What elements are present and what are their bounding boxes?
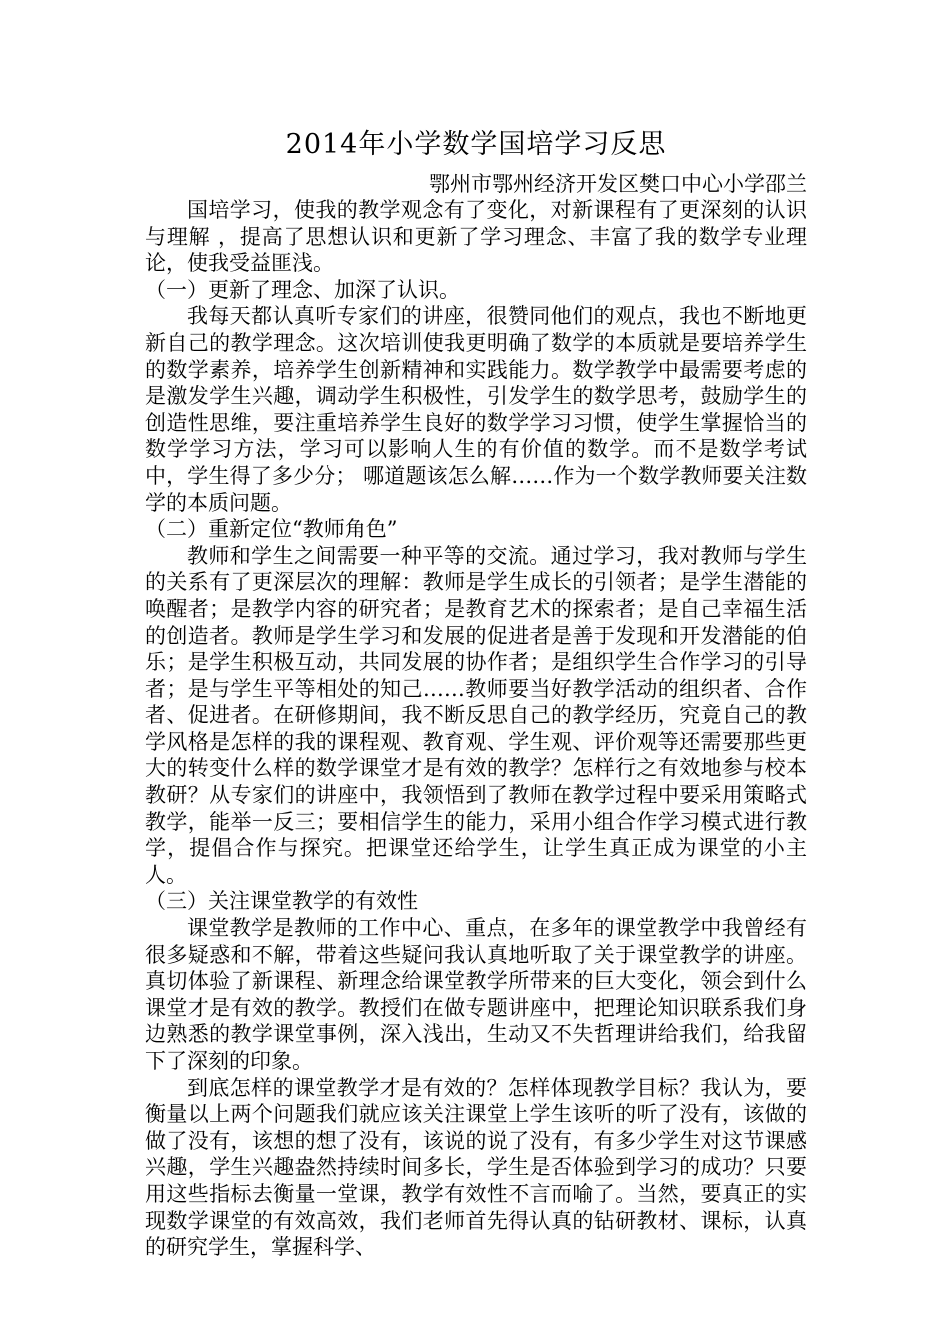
- document-page: [145, 125, 807, 1261]
- section-1-paragraph: 我每天都认真听专家们的讲座，很赞同他们的观点，我也不断地更新自己的教学理念。这次培训使我更明确了数学的本质就是要培养学生的数学素养，培养学生创新精神和实践能力。数学教学中最需要考虑的是激发学生兴趣，调动学生积极性，引发学生的数学思考，鼓励学生的创造性思维，要注重培养学生良好的数学学习习惯，使学生掌握恰当的数学学习方法，学习可以影响人生的有价值的数学。而不是数学考试中，学生得了多少分； 哪道题该怎么解……作为一个数学教师要关注数学的本质问题。: [145, 304, 807, 515]
- section-heading-3: （三）关注课堂教学的有效性: [145, 889, 418, 914]
- document-title: 2014年小学数学国培学习反思: [285, 129, 667, 160]
- section-heading-1: （一）更新了理念、加深了认识。: [145, 277, 460, 302]
- section-2-paragraph: 教师和学生之间需要一种平等的交流。通过学习，我对教师与学生的关系有了更深层次的理解：教师是学生成长的引领者；是学生潜能的唤醒者；是教学内容的研究者；是教育艺术的探索者；是自己幸福生活的创造者。教师是学生学习和发展的促进者是善于发现和开发潜能的伯乐；是学生积极互动，共同发展的协作者；是组织学生合作学习的引导者；是与学生平等相处的知己……教师要当好教学活动的组织者、合作者、促进者。在研修期间，我不断反思自己的教学经历，究竟自己的教学风格是怎样的我的课程观、教育观、学生观、评价观等还需要那些更大的转变什么样的数学课堂才是有效的教学？怎样行之有效地参与校本教研？从专家们的讲座中，我领悟到了教师在教学过程中要采用策略式教学，能举一反三；要相信学生的能力，采用小组合作学习模式进行教学，提倡合作与探究。把课堂还给学生，让学生真正成为课堂的小主人。: [145, 543, 807, 887]
- section-heading-2: （二）重新定位“教师角色”: [145, 517, 398, 542]
- author-line: 鄂州市鄂州经济开发区樊口中心小学邵兰: [429, 172, 807, 196]
- intro-paragraph: 国培学习，使我的教学观念有了变化，对新课程有了更深刻的认识与理解 ，提高了思想认识和更新了学习理念、丰富了我的数学专业理论，使我受益匪浅。: [145, 198, 807, 276]
- section-3-paragraph-1: 课堂教学是教师的工作中心、重点，在多年的课堂教学中我曾经有很多疑惑和不解，带着这些疑问我认真地听取了关于课堂教学的讲座。真切体验了新课程、新理念给课堂教学所带来的巨大变化，领会到什么课堂才是有效的教学。教授们在做专题讲座中，把理论知识联系我们身边熟悉的教学课堂事例，深入浅出，生动又不失哲理讲给我们，给我留下了深刻的印象。: [145, 916, 807, 1073]
- section-3-paragraph-2: 到底怎样的课堂教学才是有效的？怎样体现教学目标？我认为，要衡量以上两个问题我们就应该关注课堂上学生该听的听了没有，该做的做了没有，该想的想了没有，该说的说了没有，有多少学生对这节课感兴趣，学生兴趣盎然持续时间多长，学生是否体验到学习的成功？只要用这些指标去衡量一堂课，教学有效性不言而喻了。当然，要真正的实现数学课堂的有效高效，我们老师首先得认真的钻研教材、课标，认真的研究学生，掌握科学、: [145, 1075, 807, 1260]
